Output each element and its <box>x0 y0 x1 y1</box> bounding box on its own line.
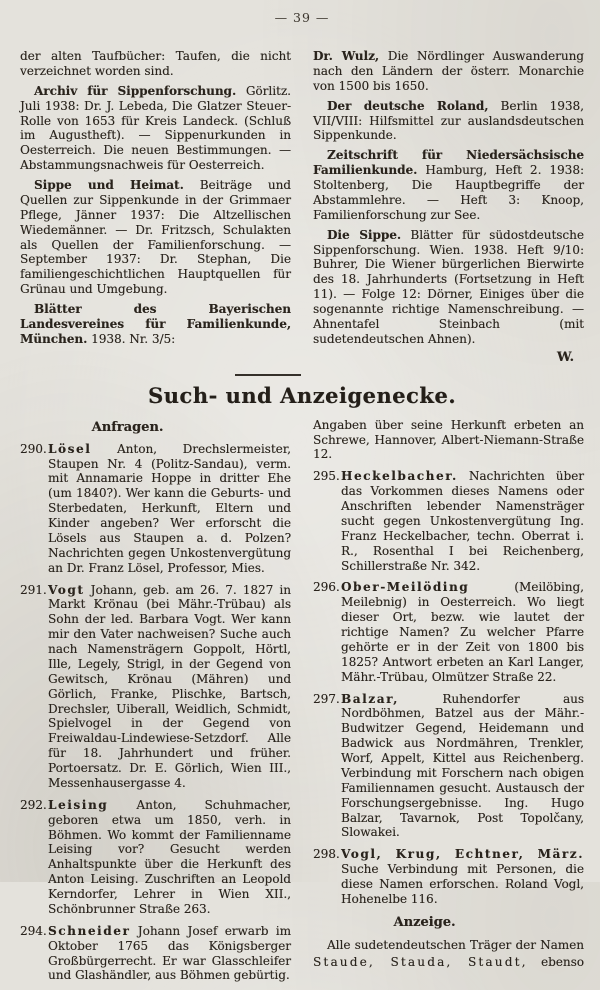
entry-number: 298. <box>313 847 340 862</box>
bibliography-item-text: 1938. Nr. 3/5: <box>91 331 176 346</box>
entry-surname: Heckelbacher. <box>341 469 458 484</box>
bibliography-item-text: Beiträge und Quellen zur Sippenkunde in der Grimmaer Pflege, Jänner 1937: Die Altzellischen Wiedemänner. — Dr. Fritzsch, Schulakten als Quellen der Familienforschung. — September 1937: Dr. Stephan, Die familiengeschichtlichen Hauptquellen für Grünau und Umgebung. <box>20 178 291 297</box>
bibliography-item-text: der alten Taufbücher: Taufen, die nicht verzeichnet worden sind. <box>20 49 291 78</box>
entry-number: 292. <box>20 797 47 812</box>
entry-text: Anton, Schuhmacher, geboren etwa um 1850, verh. in Böhmen. Wo kommt der Familienname Leising vor? Gesucht werden Anhaltspunkte über die Herkunft des Anton Leising. Zuschriften an Leopold Kerndorfer, Lehrer in Wien XII., Schönbrunner Straße 263. <box>48 797 291 916</box>
anzeige-heading: Anzeige. <box>393 914 456 930</box>
entry-text: Johann, geb. am 26. 7. 1827 in Markt Krönau (bei Mähr.-Trübau) als Sohn der led. Barbara Vogt. Wer kann mir den Vater nachweisen? Suche auch nach Namensträgern Goppolt, Hörtl, Ille, Legely, Strigl, in der Gegend von Gewitsch, Krönau (Mähren) und Görlich, Franke, Plischke, Bartsch, Drechsler, Uiberall, Weidlich, Schmidt, Spielvogel in der Gegend von Freiwaldau-Lindewiese-Setzdorf. Alle für 18. Jahrhundert und früher. Portoersatz. Dr. E. Görlich, Wien III., Messenhausergasse 4. <box>48 582 291 790</box>
bibliography-item <box>20 49 291 79</box>
bibliography-right-column <box>313 49 584 365</box>
query-entry-297 <box>313 692 584 841</box>
notice-surnames: Staude, Stauda, Staudt, <box>313 955 528 970</box>
entry-surname: Leising <box>48 797 109 812</box>
query-entry-295 <box>313 469 584 573</box>
bibliography-item-title: Sippe und Heimat. <box>34 178 184 192</box>
queries-right-column <box>313 418 584 990</box>
notice-text-after: ebenso <box>541 955 584 970</box>
notice-paragraph <box>313 937 584 972</box>
bibliography-item <box>313 228 584 347</box>
bibliography-item-title: Die Sippe. <box>327 227 402 242</box>
entry-number: 290. <box>20 441 47 456</box>
entry-surname: Lösel <box>48 441 92 456</box>
entry-text: Johann Josef erwarb im Oktober 1765 das Königsberger Großbürgerrecht. Er war Glasschleifer und Glashändler, aus Böhmen gebürtig. <box>48 923 291 983</box>
entry-text: Suche Verbindung mit Personen, die diese Namen erforschen. Roland Vogl, Hohenelbe 116. <box>341 862 584 906</box>
bibliography-item <box>20 178 291 297</box>
bibliography-left-column <box>20 49 291 365</box>
entry-surname: Vogt <box>48 582 85 597</box>
bibliography-item-text: Berlin 1938, VII/VIII: Hilfsmittel zur auslandsdeutschen Sippenkunde. <box>313 98 584 143</box>
entry-text: Ruhendorfer aus Nordböhmen, Batzel aus der Mähr.-Budwitzer Gegend, Heidemann und Badwick aus Nordmähren, Trenkler, Worf, Appelt, Kittel aus Reichenberg. Verbindung mit Forschern nach obigen Familiennamen gesucht. Austausch der Forschungsergebnisse. Ing. Hugo Balzar, Tavarnok, Post Topolčany, Slowakei. <box>341 691 584 840</box>
entry-text: (Meilöbing, Meilebnig) in Oesterreich. Wo liegt dieser Ort, bezw. wie lautet der richtige Namen? Zu welcher Pfarre gehörte er in der Zeit von 1800 bis 1825? Antwort erbeten an Karl Langer, Mähr.-Trübau, Olmützer Straße 22. <box>341 580 584 684</box>
bibliography-item <box>20 84 291 173</box>
bibliography-item-title: Zeitschrift für Niedersächsische Familienkunde. <box>313 148 584 178</box>
entry-continuation: Angaben über seine Herkunft erbeten an Schrewe, Hannover, Albert-Niemann-Straße 12. <box>313 417 584 462</box>
section-title: Such- und Anzeigenecke. <box>147 382 457 408</box>
section-divider <box>235 374 301 376</box>
entry-surname: Balzar, <box>341 691 399 706</box>
entry-surname: Ober-Meilöding <box>341 580 470 595</box>
queries-left-column <box>20 418 291 990</box>
bibliography-item <box>313 148 584 222</box>
queries-section <box>20 418 584 990</box>
bibliography-item-title: Archiv für Sippenforschung. <box>34 83 237 98</box>
notice-text: Alle sudetendeutschen Träger der Namen <box>327 937 584 952</box>
entry-number: 294. <box>20 923 47 938</box>
bibliography-item-text: Görlitz. Juli 1938: Dr. J. Lebeda, Die Glatzer Steuer-Rolle von 1653 für Kreis Landeck. (Schluß im Augustheft). — Sippenurkunden in Oesterreich. Die neuen Bestimmungen. — Abstammungsnachweis für Oesterreich. <box>20 83 291 173</box>
anfragen-heading: Anfragen. <box>91 419 164 435</box>
bibliography-item-title: Der deutsche Roland, <box>327 98 489 113</box>
entry-surname: Vogl, Krug, Echtner, März. <box>341 847 584 862</box>
bibliography-item-title: Dr. Wulz, <box>313 49 380 63</box>
page-number: — 39 — <box>274 10 330 25</box>
entry-number: 295. <box>313 469 340 484</box>
editor-initial: W. <box>556 349 574 365</box>
bibliography-item-text: Die Nördlinger Auswanderung nach den Ländern der österr. Monarchie von 1500 bis 1650. <box>313 49 584 93</box>
query-entry-296 <box>313 580 584 684</box>
bibliography-item <box>20 302 291 347</box>
bibliography-item <box>313 99 584 144</box>
bibliography-item <box>313 49 584 94</box>
entry-surname: Schneider <box>48 923 131 938</box>
query-entry-292 <box>20 798 291 917</box>
query-entry-298 <box>313 847 584 907</box>
entry-number: 297. <box>313 691 340 706</box>
query-entry-290 <box>20 442 291 576</box>
bibliography-item-title: Blätter des Bayerischen Landesvereines für Familienkunde, München. <box>20 302 291 346</box>
entry-number: 291. <box>20 582 47 597</box>
bibliography-section <box>20 49 584 365</box>
bibliography-item-text: Hamburg, Heft 2. 1938: Stoltenberg, Die Hauptbegriffe der Abstammlehre. — Heft 3: Knoop, Familienforschung zur See. <box>313 163 584 222</box>
bibliography-item-text: Blätter für südostdeutsche Sippenforschung. Wien. 1938. Heft 9/10: Buhrer, Die Wiener bürgerlichen Bierwirte des 18. Jahrhunderts (Fortsetzung in Heft 11). — Folge 12: Dörner, Einiges über die sogenannte richtige Namenschreibung. — Ahnentafel Steinbach (mit sudetendeutschen Ahnen). <box>313 227 584 346</box>
entry-text: Nachrichten über das Vorkommen dieses Namens oder Anschriften lebender Namensträger sucht gegen Unkostenvergütung Ing. Franz Heckelbacher, techn. Oberrat i. R., Rosenthal I bei Reichenberg, Schillerstraße Nr. 342. <box>341 469 584 573</box>
entry-text: Anton, Drechslermeister, Staupen Nr. 4 (Politz-Sandau), verm. mit Annamarie Hoppe in dritter Ehe (um 1840?). Wer kann die Geburts- und Sterbedaten, Herkunft, Eltern und Kinder angeben? Wer erforscht die Lösels aus Staupen a. d. Polzen? Nachrichten gegen Unkostenvergütung an Dr. Franz Lösel, Professor, Mies. <box>48 441 291 575</box>
query-entry-294 <box>20 924 291 984</box>
query-entry-291 <box>20 583 291 791</box>
entry-number: 296. <box>313 580 340 595</box>
